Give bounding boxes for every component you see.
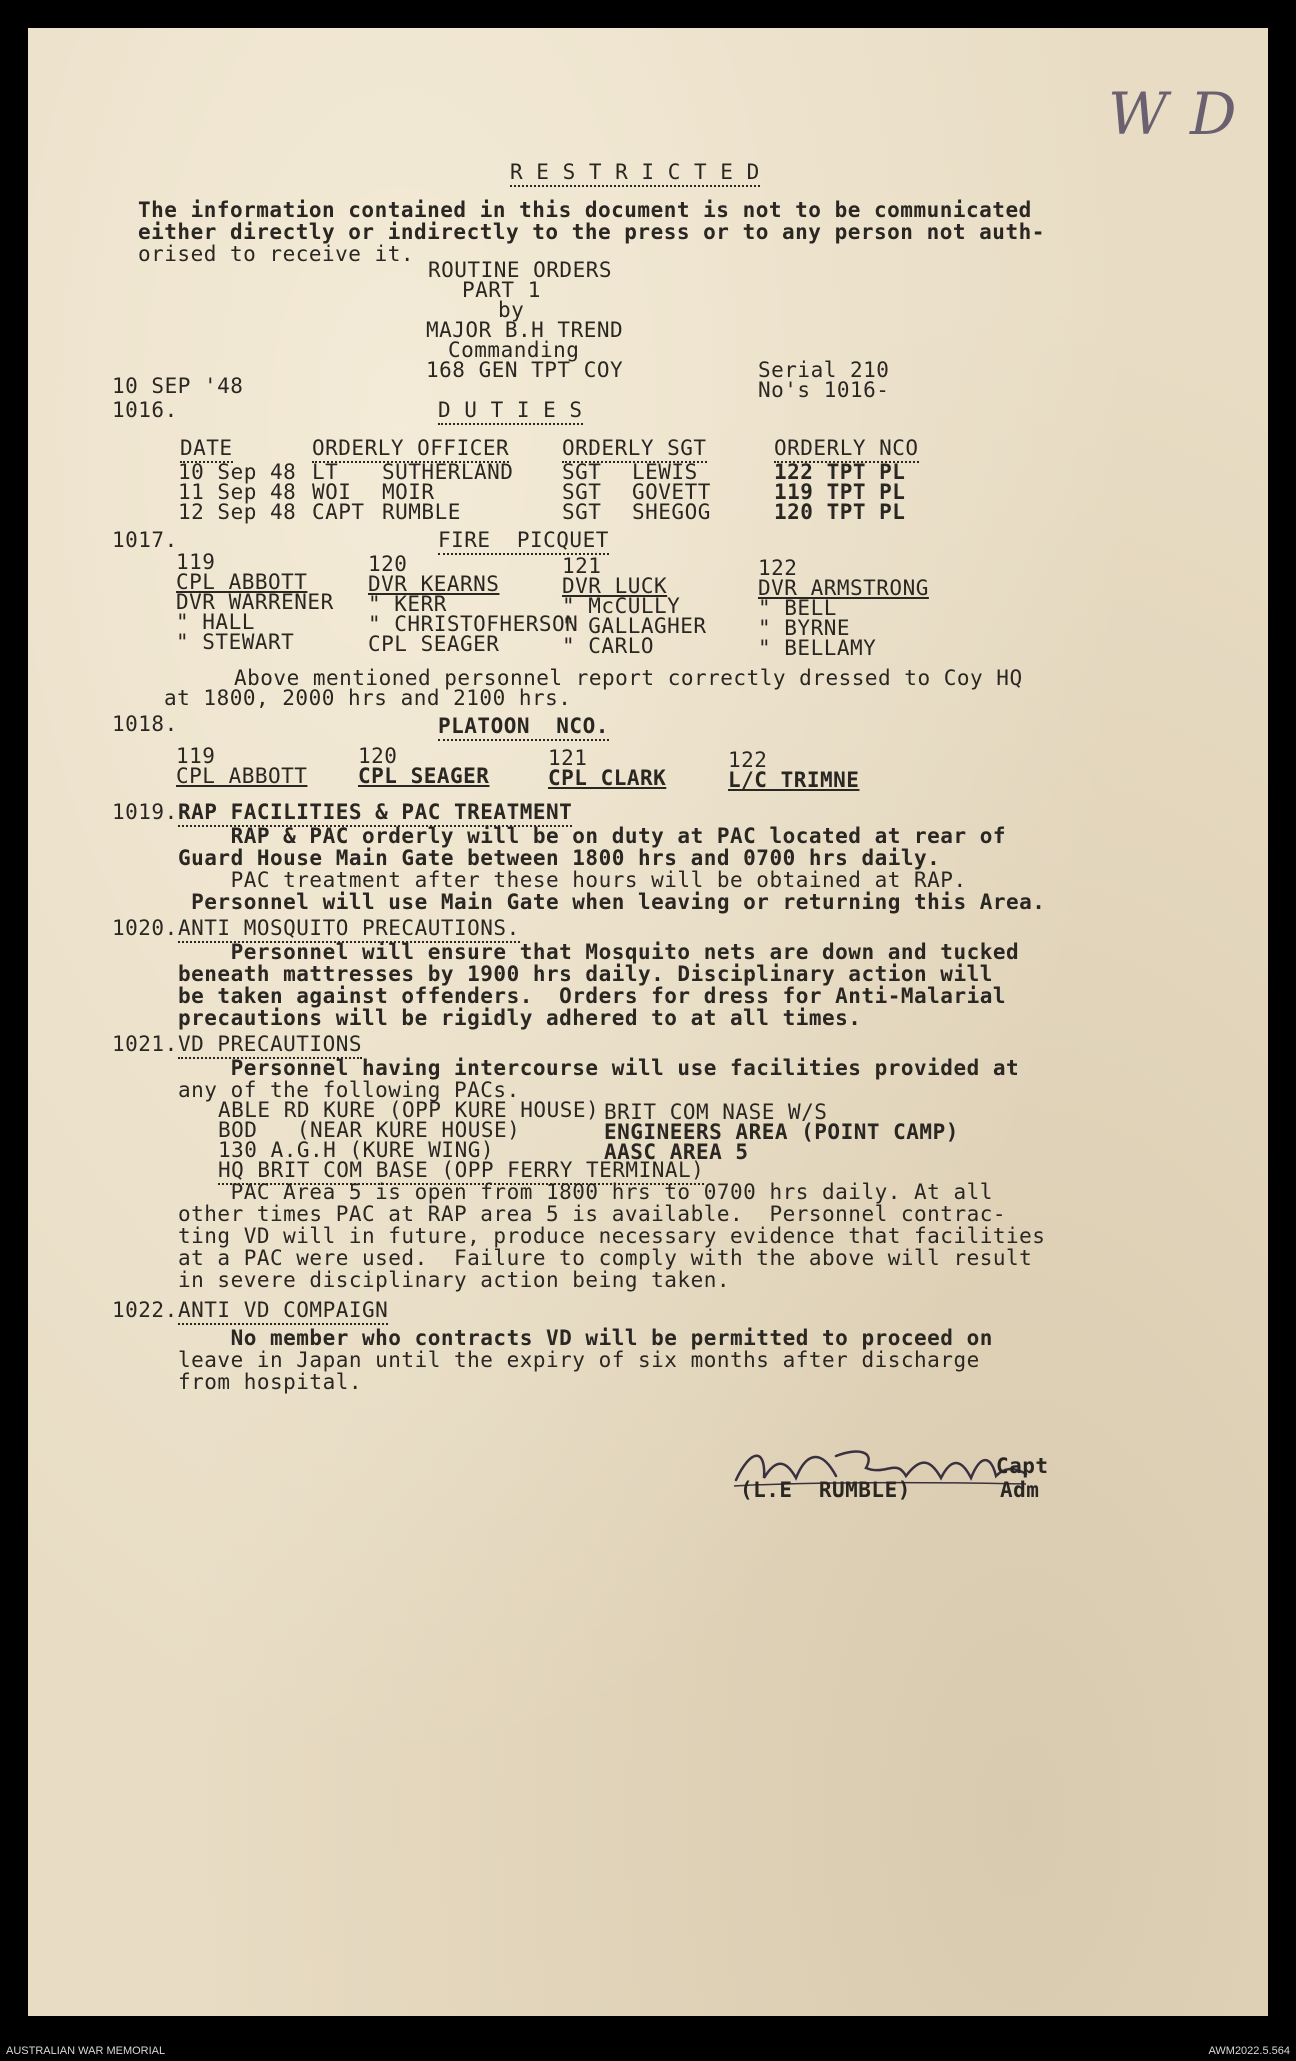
handwritten-mark: W D — [1108, 80, 1239, 148]
picquet-note: Above mentioned personnel report correctly dressed to Coy HQ — [234, 666, 1023, 690]
vd-intro-line: any of the following PACs. — [178, 1078, 520, 1102]
serial: Serial 210 — [758, 358, 890, 382]
mosquito-line: beneath mattresses by 1900 hrs daily. Disciplinary action will — [178, 962, 993, 986]
vd-intro-line: Personnel having intercourse will use facilities provided at — [178, 1056, 1020, 1080]
picquet-member: " BELL — [758, 596, 837, 620]
duty-nco: 119 TPT PL — [774, 480, 906, 504]
section-title-anti-vd: ANTI VD COMPAIGN — [178, 1298, 388, 1325]
picquet-member: CPL SEAGER — [368, 632, 500, 656]
duty-date: 12 Sep 48 — [178, 500, 297, 524]
rap-line: Guard House Main Gate between 1800 hrs and 0700 hrs daily. — [178, 846, 941, 870]
title-line: Commanding — [448, 338, 580, 362]
duty-sgt-rank: SGT — [562, 480, 602, 504]
signatory-role: Adm — [1000, 1478, 1040, 1502]
picquet-member: " KERR — [368, 592, 447, 616]
pac-location: HQ BRIT COM BASE (OPP FERRY TERMINAL) — [218, 1158, 704, 1185]
platoon-nco: CPL SEAGER — [358, 764, 490, 788]
footer-left: AUSTRALIAN WAR MEMORIAL — [6, 2045, 166, 2057]
platoon-nco: L/C TRIMNE — [728, 768, 860, 792]
anti-vd-line: No member who contracts VD will be permitted to proceed on — [178, 1326, 993, 1350]
picquet-member: " CHRISTOFHERSON — [368, 612, 579, 636]
section-title-fire-picquet: FIRE PICQUET — [438, 528, 609, 555]
rap-line: Personnel will use Main Gate when leaving or returning this Area. — [178, 890, 1046, 914]
picquet-member: " CARLO — [562, 634, 655, 658]
duties-header-officer: ORDERLY OFFICER — [312, 436, 509, 463]
mosquito-line: be taken against offenders. Orders for dress for Anti-Malarial — [178, 984, 1007, 1008]
picquet-member: CPL ABBOTT — [176, 570, 308, 594]
duty-date: 10 Sep 48 — [178, 460, 297, 484]
picquet-member: DVR KEARNS — [368, 572, 500, 596]
duty-sgt: SHEGOG — [632, 500, 711, 524]
duty-sgt-rank: SGT — [562, 500, 602, 524]
notice-line: The information contained in this document is not to be communicated — [138, 198, 1032, 222]
picquet-member: " GALLAGHER — [562, 614, 707, 638]
duty-officer: MOIR — [382, 480, 435, 504]
picquet-platoon: 122 — [758, 556, 798, 580]
vd-outro-line: other times PAC at RAP area 5 is available. Personnel contrac- — [178, 1202, 1007, 1226]
mosquito-line: Personnel will ensure that Mosquito nets are down and tucked — [178, 940, 1020, 964]
picquet-platoon: 119 — [176, 550, 216, 574]
picquet-member: DVR ARMSTRONG — [758, 576, 929, 600]
order-date: 10 SEP '48 — [112, 374, 244, 398]
platoon-number: 122 — [728, 748, 768, 772]
duty-sgt-rank: SGT — [562, 460, 602, 484]
picquet-member: DVR WARRENER — [176, 590, 334, 614]
rap-line: RAP & PAC orderly will be on duty at PAC located at rear of — [178, 824, 1007, 848]
mosquito-line: precautions will be rigidly adhered to at all times. — [178, 1006, 862, 1030]
duty-officer-rank: LT — [312, 460, 339, 484]
section-number: 1022. — [112, 1298, 178, 1322]
pac-location: AASC AREA 5 — [604, 1140, 749, 1164]
section-number: 1018. — [112, 712, 178, 736]
vd-outro-line: PAC Area 5 is open from 1800 hrs to 0700 hrs daily. At all — [178, 1180, 993, 1204]
footer-right: AWM2022.5.564 — [1208, 2045, 1290, 2057]
pac-location: 130 A.G.H (KURE WING) — [218, 1138, 495, 1162]
platoon-number: 119 — [176, 744, 216, 768]
pac-location: BRIT COM NASE W/S — [604, 1100, 828, 1124]
pac-location: ENGINEERS AREA (POINT CAMP) — [604, 1120, 959, 1144]
notice-line: either directly or indirectly to the press or to any person not auth- — [138, 220, 1045, 244]
duties-header-nco: ORDERLY NCO — [774, 436, 919, 463]
picquet-member: " STEWART — [176, 630, 295, 654]
vd-outro-line: at a PAC were used. Failure to comply with the above will result — [178, 1246, 1033, 1270]
picquet-member: " BELLAMY — [758, 636, 877, 660]
duties-header-date: DATE — [180, 436, 233, 463]
duty-nco: 120 TPT PL — [774, 500, 906, 524]
title-line: ROUTINE ORDERS — [428, 258, 613, 282]
signatory-name: (L.E RUMBLE) — [740, 1478, 911, 1502]
section-title-platoon-nco: PLATOON NCO. — [438, 714, 609, 741]
pac-location: ABLE RD KURE (OPP KURE HOUSE) — [218, 1098, 600, 1122]
serial-nos: No's 1016- — [758, 378, 890, 402]
section-title-rap: RAP FACILITIES & PAC TREATMENT — [178, 800, 572, 827]
section-number: 1019. — [112, 800, 178, 824]
duty-officer-rank: CAPT — [312, 500, 365, 524]
vd-outro-line: in severe disciplinary action being taken. — [178, 1268, 731, 1292]
title-line: 168 GEN TPT COY — [426, 358, 624, 382]
platoon-nco: CPL CLARK — [548, 766, 667, 790]
duty-sgt: LEWIS — [632, 460, 698, 484]
duty-officer-rank: WOI — [312, 480, 352, 504]
picquet-platoon: 121 — [562, 554, 602, 578]
title-line: PART 1 — [462, 278, 541, 302]
duty-officer: RUMBLE — [382, 500, 461, 524]
platoon-number: 120 — [358, 744, 398, 768]
section-number: 1020. — [112, 916, 178, 940]
notice-line: orised to receive it. — [138, 242, 415, 266]
section-title-duties: D U T I E S — [438, 398, 583, 425]
duties-header-sgt: ORDERLY SGT — [562, 436, 707, 463]
anti-vd-line: from hospital. — [178, 1370, 363, 1394]
section-title-vd: VD PRECAUTIONS — [178, 1032, 362, 1059]
title-line: by — [498, 298, 525, 322]
restricted-heading: R E S T R I C T E D — [510, 160, 760, 187]
vd-outro-line: ting VD will in future, produce necessary evidence that facilities — [178, 1224, 1046, 1248]
rap-line: PAC treatment after these hours will be obtained at RAP. — [178, 868, 967, 892]
platoon-nco: CPL ABBOTT — [176, 764, 308, 788]
picquet-note: at 1800, 2000 hrs and 2100 hrs. — [164, 686, 572, 710]
pac-location: BOD (NEAR KURE HOUSE) — [218, 1118, 521, 1142]
picquet-member: " BYRNE — [758, 616, 851, 640]
document-page — [28, 28, 1268, 2016]
section-number: 1017. — [112, 528, 178, 552]
platoon-number: 121 — [548, 746, 588, 770]
section-number: 1016. — [112, 398, 178, 422]
signature-rank: Capt — [996, 1454, 1049, 1478]
duty-sgt: GOVETT — [632, 480, 711, 504]
duty-date: 11 Sep 48 — [178, 480, 297, 504]
picquet-member: " HALL — [176, 610, 255, 634]
section-number: 1021. — [112, 1032, 178, 1056]
picquet-platoon: 120 — [368, 552, 408, 576]
duty-nco: 122 TPT PL — [774, 460, 906, 484]
anti-vd-line: leave in Japan until the expiry of six months after discharge — [178, 1348, 980, 1372]
picquet-member: DVR LUCK — [562, 574, 668, 598]
picquet-member: " McCULLY — [562, 594, 681, 618]
duty-officer: SUTHERLAND — [382, 460, 514, 484]
title-line: MAJOR B.H TREND — [426, 318, 624, 342]
section-title-mosquito: ANTI MOSQUITO PRECAUTIONS. — [178, 916, 520, 943]
